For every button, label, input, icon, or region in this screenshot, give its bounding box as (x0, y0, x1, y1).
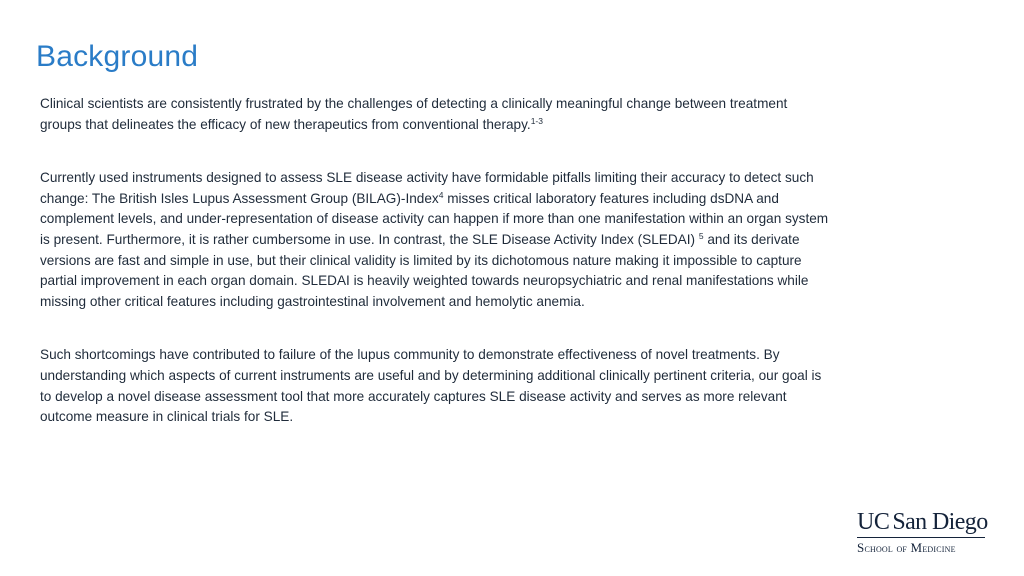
logo-uc: UC (857, 509, 890, 535)
citation-4: 4 (438, 189, 444, 200)
paragraph-2 (40, 168, 830, 312)
logo-medicine-initial: M (910, 540, 923, 555)
paragraph-2-text-part3: and its derivate versions are fast and simple in use, but their clinical validity is limited by its dichotomous nature making it impossible to capture partial improvement in each organ domain. SLEDAI is heavily weighted towards neuropsychiatric and renal manifestations while missing other critical features including gastrointestinal involvement and hemolytic anemia. (40, 231, 809, 309)
paragraph-1-text: Clinical scientists are consistently frustrated by the challenges of detecting a clinically meaningful change between treatment groups that delineates the efficacy of new therapeutics from conventional therapy. (40, 96, 788, 132)
citation-1-3: 1-3 (530, 115, 543, 126)
citation-5: 5 (698, 230, 704, 241)
logo-school-initial: S (857, 540, 865, 555)
paragraph-2-text-part2: misses critical laboratory features including dsDNA and complement levels, and under-representation of disease activity can happen if more than one manifestation within an organ system is present. Furthermore, it is rather cumbersome in use. In contrast, the SLE Disease Activity Index (SLEDAI) (40, 190, 829, 247)
slide-title: Background (36, 40, 199, 73)
logo-divider (857, 537, 985, 538)
paragraph-1 (40, 94, 830, 135)
logo-medicine-rest: EDICINE (922, 545, 956, 554)
paragraph-2-text-part1: Currently used instruments designed to assess SLE disease activity have formidable pitfalls limiting their accuracy to detect such change: The British Isles Lupus Assessment Group (BILAG)-Index (40, 170, 814, 206)
paragraph-3: Such shortcomings have contributed to failure of the lupus community to demonstrate effectiveness of novel treatments. By understanding which aspects of current instruments are useful and by determining additional clinically pertinent criteria, our goal is to develop a novel disease assessment tool that more accurately captures SLE disease activity and serves as more relevant outcome measure in clinical trials for SLE. (40, 347, 822, 425)
logo-school-of-medicine (857, 540, 987, 557)
slide-body (40, 94, 830, 461)
uc-san-diego-school-of-medicine-logo (857, 509, 987, 557)
logo-san-diego: San Diego (892, 509, 988, 535)
logo-of: OF (896, 545, 908, 554)
logo-school-rest: CHOOL (864, 545, 893, 554)
logo-wordmark (857, 509, 987, 535)
